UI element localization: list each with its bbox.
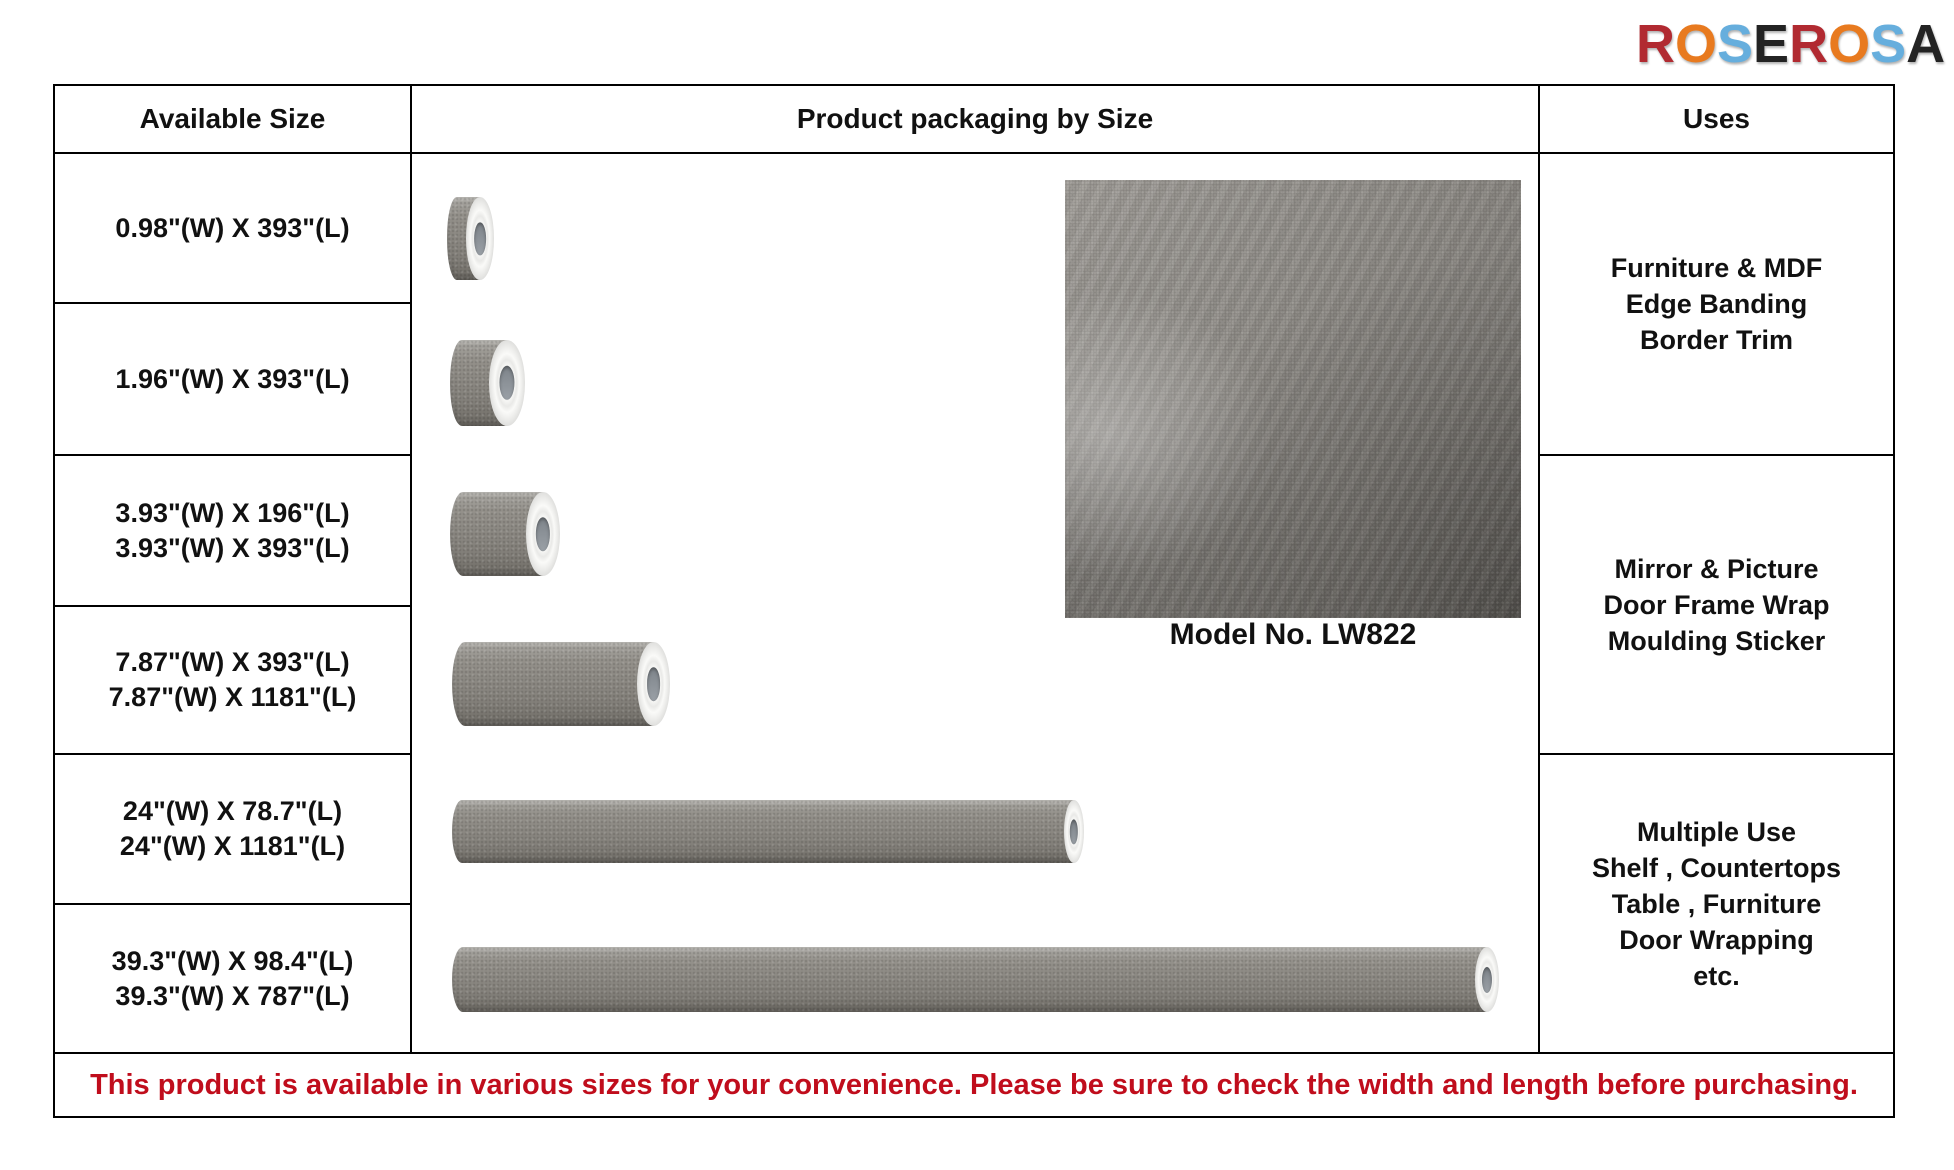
size-line: 39.3"(W) X 98.4"(L) [111, 945, 354, 976]
roll-core [536, 517, 550, 551]
availability-note [55, 1054, 1893, 1116]
header-label: Product packaging by Size [796, 103, 1154, 134]
roll-image-393 [450, 492, 560, 576]
column-header-available-size [55, 86, 412, 154]
uses-line: Moulding Sticker [1607, 625, 1826, 656]
roll-image-787 [452, 642, 670, 726]
size-cell [55, 304, 412, 456]
roll-face [1064, 800, 1084, 863]
product-size-table [53, 84, 1895, 1118]
roll-core [1482, 967, 1492, 993]
logo-letter: O [1675, 14, 1718, 74]
size-line: 24"(W) X 78.7"(L) [122, 796, 343, 826]
uses-cell [1540, 456, 1893, 755]
size-cell [55, 905, 412, 1054]
roll-face [466, 197, 494, 280]
header-label: Uses [1683, 103, 1750, 134]
header-label: Available Size [139, 103, 326, 134]
size-line: 7.87"(W) X 1181"(L) [108, 682, 357, 712]
roll-body [452, 947, 1487, 1012]
model-number-caption: Model No. LW822 [1169, 618, 1417, 651]
roll-core [1070, 819, 1078, 844]
brand-logo [1636, 14, 1946, 74]
size-line: 3.93"(W) X 196"(L) [115, 497, 350, 528]
column-header-packaging [412, 86, 1540, 154]
roll-image-098 [447, 197, 494, 280]
uses-line: Table , Furniture [1611, 888, 1822, 919]
roll-image-196 [450, 340, 525, 426]
size-line: 3.93"(W) X 393"(L) [115, 532, 350, 563]
logo-letter: E [1753, 14, 1790, 74]
size-line: 24"(W) X 1181"(L) [119, 831, 346, 861]
column-header-uses [1540, 86, 1893, 154]
logo-letter: R [1789, 14, 1829, 74]
uses-line: Mirror & Picture [1614, 553, 1819, 584]
packaging-cell [412, 154, 1540, 1054]
uses-cell [1540, 755, 1893, 1054]
uses-line: etc. [1693, 960, 1740, 991]
roll-body [452, 642, 654, 726]
size-line: 1.96"(W) X 393"(L) [115, 363, 350, 394]
uses-line: Border Trim [1639, 325, 1794, 355]
roll-image-24 [452, 800, 1084, 863]
logo-letter: S [1870, 14, 1907, 74]
size-line: 39.3"(W) X 787"(L) [115, 980, 350, 1011]
roll-face [1475, 947, 1499, 1012]
uses-cell [1540, 154, 1893, 456]
roll-face [637, 642, 670, 726]
uses-line: Door Wrapping [1619, 924, 1814, 955]
roll-face [526, 492, 560, 576]
size-line: 0.98"(W) X 393"(L) [115, 212, 350, 243]
size-cell [55, 154, 412, 304]
uses-line: Shelf , Countertops [1592, 852, 1841, 883]
size-cell [55, 456, 412, 607]
roll-image-393w [452, 947, 1499, 1012]
uses-line: Edge Banding [1625, 289, 1808, 319]
size-line: 7.87"(W) X 393"(L) [115, 647, 350, 677]
roll-body [452, 800, 1074, 863]
note-text: This product is available in various sizes for your convenience. Please be sure to check the width and length before purchasing. [90, 1068, 1858, 1101]
uses-line: Door Frame Wrap [1603, 589, 1830, 620]
uses-line: Multiple Use [1636, 816, 1797, 847]
product-texture-image [1065, 180, 1521, 618]
size-cell [55, 607, 412, 755]
logo-letter: O [1828, 14, 1871, 74]
logo-letter: S [1717, 14, 1754, 74]
logo-letter: A [1906, 14, 1946, 74]
uses-line: Furniture & MDF [1610, 253, 1823, 283]
roll-core [647, 667, 661, 701]
roll-core [474, 222, 486, 255]
roll-core [499, 366, 514, 400]
size-cell [55, 755, 412, 905]
roll-face [489, 340, 525, 426]
logo-letter: R [1636, 14, 1675, 74]
